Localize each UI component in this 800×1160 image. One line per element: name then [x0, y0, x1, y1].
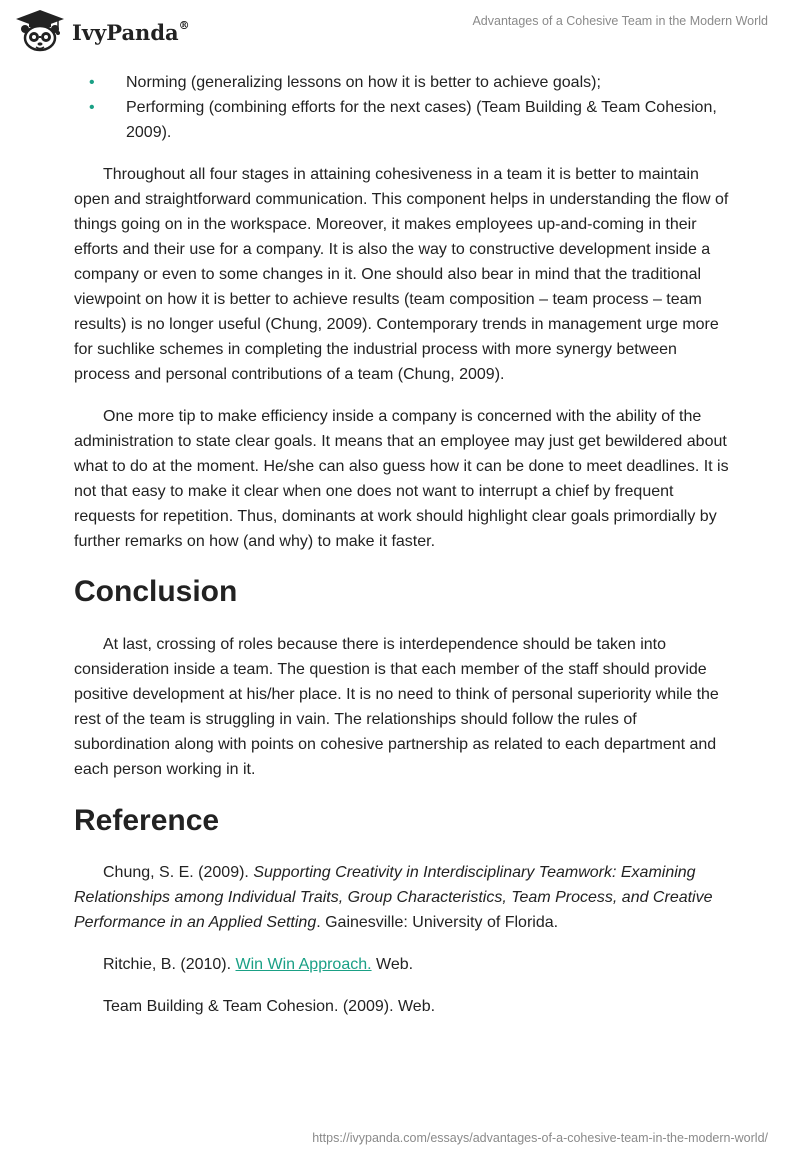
bullet-icon: •	[89, 74, 95, 91]
body-paragraph: One more tip to make efficiency inside a company is concerned with the ability of the administration to state clear goals. It means that an employee may just get bewildered about what to do at the moment. He/she can also guess how it can be done to meet deadlines. It is not that easy to make it clear when one does not want to interrupt a chief by frequent requests for repetition. Thus, dominants at work should highlight clear goals primordially by further remarks on how (and why) to make it faster.	[74, 408, 729, 550]
stages-list	[74, 70, 734, 145]
reference-item: Team Building & Team Cohesion. (2009). Web.	[103, 998, 436, 1015]
reference-item: Ritchie, B. (2010). Win Win Approach. Web.	[103, 956, 414, 973]
bullet-icon: •	[89, 99, 95, 116]
conclusion-heading: Conclusion	[74, 575, 238, 608]
list-item: • Norming (generalizing lessons on how it is better to achieve goals);	[74, 70, 734, 95]
panda-graduate-icon	[14, 8, 66, 52]
essay-body	[74, 70, 734, 1019]
source-url[interactable]: https://ivypanda.com/essays/advantages-of-a-cohesive-team-in-the-modern-world/	[312, 1131, 768, 1145]
reference-title: Supporting Creativity in Interdisciplinary Teamwork: Examining Relationships among Individual Traits, Group Characteristics, Team Process, and Creative Performance in an Applied Setting	[74, 864, 713, 931]
page-header	[0, 0, 800, 70]
conclusion-paragraph: At last, crossing of roles because there is interdependence should be taken into consideration inside a team. The question is that each member of the staff should provide positive development at his/her place. It is no need to think of personal superiority while the rest of the team is struggling in vain. The relationships should follow the rules of subordination along with points on cohesive partnership as related to each department and each person working in it.	[74, 636, 719, 778]
reference-heading: Reference	[74, 804, 220, 837]
ivypanda-logo[interactable]	[14, 8, 190, 52]
reference-item: Chung, S. E. (2009). Supporting Creativity in Interdisciplinary Teamwork: Examining Relationships among Individual Traits, Group Characteristics, Team Process, and Creative Performance in an Applied Setting. Gainesville: University of Florida.	[74, 864, 713, 931]
registered-mark: ®	[178, 18, 190, 32]
list-item: • Performing (combining efforts for the next cases) (Team Building & Team Cohesion, 2009).	[74, 95, 734, 145]
brand-name: IvyPanda®	[72, 18, 190, 45]
body-paragraph: Throughout all four stages in attaining cohesiveness in a team it is better to maintain open and straightforward communication. This component helps in understanding the flow of things going on in the workspace. Moreover, it makes employees up-and-coming in their efforts and their use for a company. It is also the way to constructive development inside a company or even to some changes in it. One should also bear in mind that the traditional viewpoint on how it is better to achieve results (team composition – team process – team results) is no longer useful (Chung, 2009). Contemporary trends in management urge more for suchlike schemes in completing the industrial process with more synergy between process and personal contributions of a team (Chung, 2009).	[74, 166, 729, 383]
win-win-approach-link[interactable]: Win Win Approach.	[235, 956, 372, 973]
running-title: Advantages of a Cohesive Team in the Modern World	[472, 14, 768, 28]
